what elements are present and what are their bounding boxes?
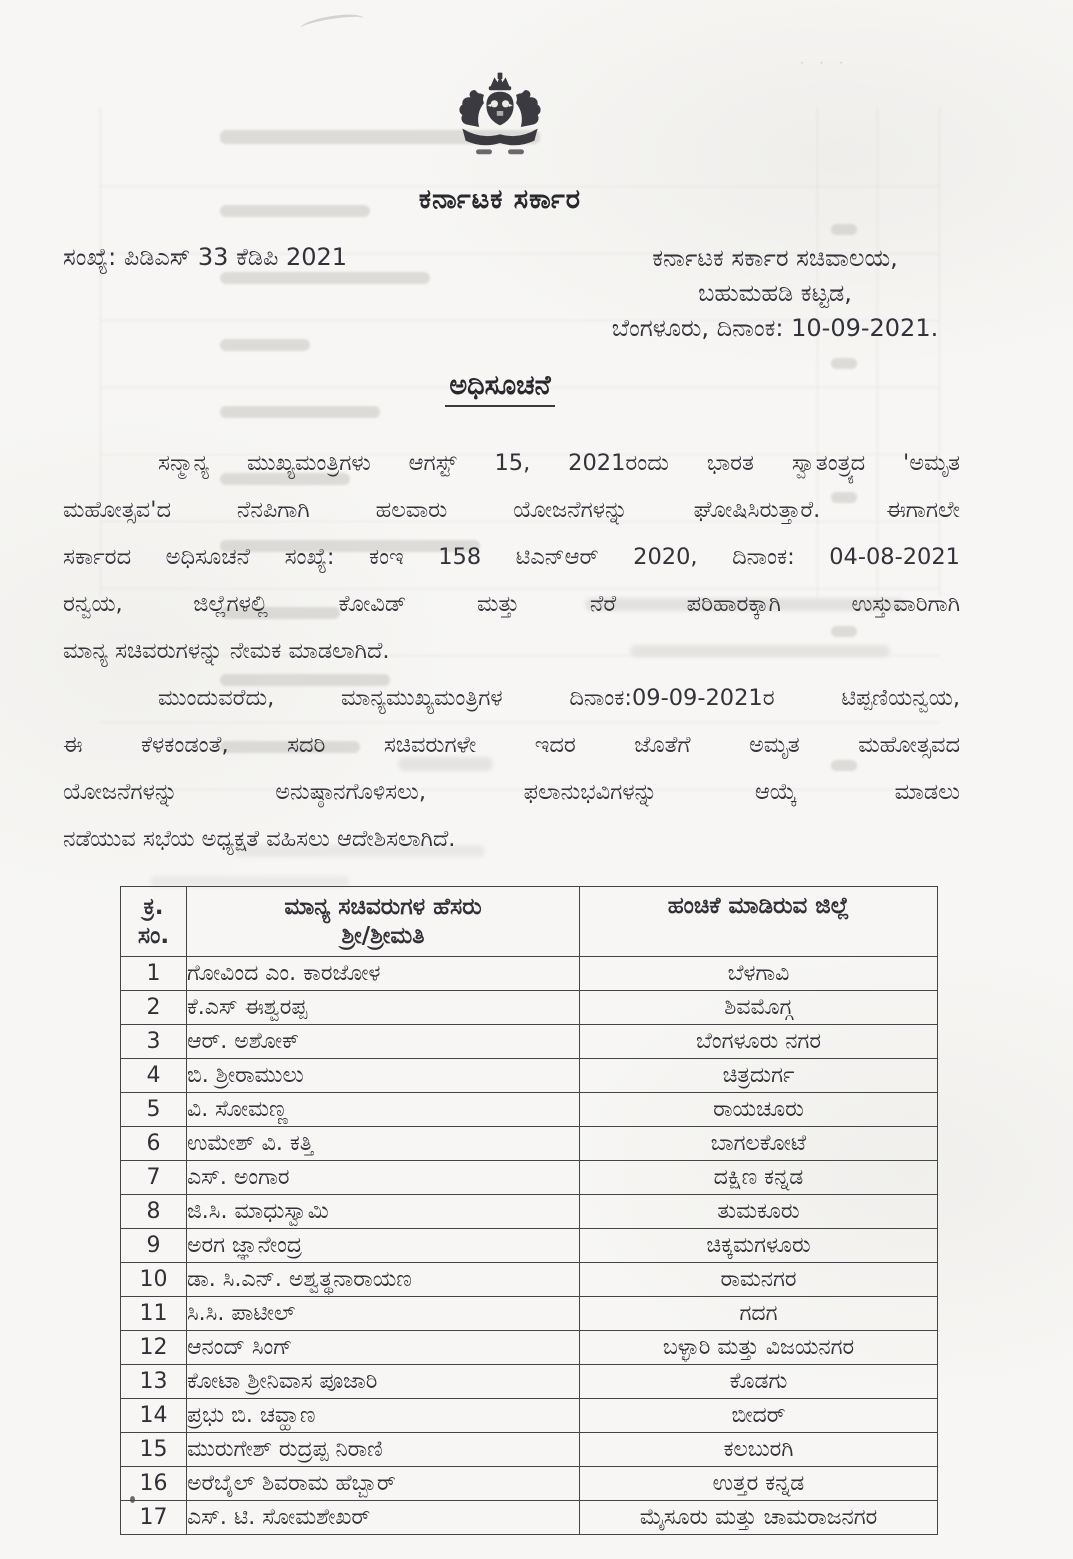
secretariat-address (560, 241, 990, 346)
minister-name: ಆರ್. ಅಶೋಕ್ (187, 1025, 580, 1059)
table-row (121, 1127, 938, 1161)
ministers-districts-table (120, 886, 938, 1535)
speckle-artifact: · · · (800, 56, 850, 70)
minister-name: ಆನಂದ್ ಸಿಂಗ್ (187, 1331, 580, 1365)
notification-body (63, 440, 960, 863)
row-number: 7 (121, 1161, 187, 1195)
row-number: 5 (121, 1093, 187, 1127)
table-row (121, 1501, 938, 1535)
minister-name: ಜಿ.ಸಿ. ಮಾಧುಸ್ವಾಮಿ (187, 1195, 580, 1229)
district-name: ದಕ್ಷಿಣ ಕನ್ನಡ (580, 1161, 938, 1195)
district-name: ಕೊಡಗು (580, 1365, 938, 1399)
district-name: ಮೈಸೂರು ಮತ್ತು ಚಾಮರಾಜನಗರ (580, 1501, 938, 1535)
table-header-row (121, 887, 938, 957)
row-number: 8 (121, 1195, 187, 1229)
table-row (121, 1025, 938, 1059)
table-row (121, 1229, 938, 1263)
minister-name: ಅರೆಬೈಲ್ ಶಿವರಾಮ ಹೆಬ್ಬಾರ್ (187, 1467, 580, 1501)
address-line: ಬಹುಮಹಡಿ ಕಟ್ಟಡ, (698, 279, 852, 307)
paragraph-line: ಮಹೋತ್ಸವ'ದ ನೆನಪಿಗಾಗಿ ಹಲವಾರು ಯೋಜನೆಗಳನ್ನು ಘೋಷಿಸಿರುತ್ತಾರೆ. ಈಗಾಗಲೇ (63, 497, 960, 523)
minister-name: ಕೆ.ಎಸ್ ಈಶ್ವರಪ್ಪ (187, 991, 580, 1025)
address-line: ಕರ್ನಾಟಕ ಸರ್ಕಾರ ಸಚಿವಾಲಯ, (652, 244, 898, 272)
row-number: 15 (121, 1433, 187, 1467)
district-name: ಕಲಬುರಗಿ (580, 1433, 938, 1467)
minister-name: ಸಿ.ಸಿ. ಪಾಟೀಲ್ (187, 1297, 580, 1331)
government-title: ಕರ್ನಾಟಕ ಸರ್ಕಾರ (418, 184, 582, 215)
table-row (121, 1263, 938, 1297)
paragraph-line: ಮಾನ್ಯ ಸಚಿವರುಗಳನ್ನು ನೇಮಕ ಮಾಡಲಾಗಿದೆ. (63, 638, 390, 664)
table-row (121, 1093, 938, 1127)
row-number: 12 (121, 1331, 187, 1365)
row-number: 10 (121, 1263, 187, 1297)
paragraph-line: ಸರ್ಕಾರದ ಅಧಿಸೂಚನೆ ಸಂಖ್ಯೆ: ಕಂಇ 158 ಟಿಎನ್ಆರ್ 2020, ದಿನಾಂಕ: 04-08-2021 (63, 544, 960, 570)
header-serial-no: ಕ್ರ. ಸಂ. (121, 887, 187, 957)
row-number: 3 (121, 1025, 187, 1059)
row-number: 4 (121, 1059, 187, 1093)
row-number: 17 (121, 1501, 187, 1535)
row-number: 16 (121, 1467, 187, 1501)
minister-name: ಕೋಟಾ ಶ್ರೀನಿವಾಸ ಪೂಜಾರಿ (187, 1365, 580, 1399)
row-number: 1 (121, 957, 187, 991)
district-name: ಶಿವಮೊಗ್ಗ (580, 991, 938, 1025)
row-number: 13 (121, 1365, 187, 1399)
district-name: ಬೀದರ್ (580, 1399, 938, 1433)
minister-name: ಎಸ್. ಅಂಗಾರ (187, 1161, 580, 1195)
table-row (121, 1399, 938, 1433)
paragraph-line: ಸನ್ಮಾನ್ಯ ಮುಖ್ಯಮಂತ್ರಿಗಳು ಆಗಸ್ಟ್ 15, 2021ರಂದು ಭಾರತ ಸ್ವಾತಂತ್ರ್ಯದ 'ಅಮೃತ (158, 450, 960, 476)
row-number: 6 (121, 1127, 187, 1161)
minister-name: ವಿ. ಸೋಮಣ್ಣ (187, 1093, 580, 1127)
ministers-table-body (121, 957, 938, 1535)
minister-name: ಗೋವಿಂದ ಎಂ. ಕಾರಜೋಳ (187, 957, 580, 991)
paragraph-line: ಯೋಜನೆಗಳನ್ನು ಅನುಷ್ಠಾನಗೊಳಿಸಲು, ಫಲಾನುಭವಿಗಳನ್ನು ಆಯ್ಕೆ ಮಾಡಲು (63, 779, 960, 805)
table-row (121, 1297, 938, 1331)
table-row (121, 1467, 938, 1501)
notification-heading: ಅಧಿಸೂಚನೆ (63, 370, 937, 407)
minister-name: ಪ್ರಭು ಬಿ. ಚವ್ಹಾಣ (187, 1399, 580, 1433)
minister-name: ಮುರುಗೇಶ್ ರುದ್ರಪ್ಪ ನಿರಾಣಿ (187, 1433, 580, 1467)
paragraph-line: ರನ್ವಯ, ಜಿಲ್ಲೆಗಳಲ್ಲಿ ಕೋವಿಡ್ ಮತ್ತು ನೆರೆ ಪರಿಹಾರಕ್ಕಾಗಿ ಉಸ್ತುವಾರಿಗಾಗಿ (63, 591, 960, 617)
reference-number: ಸಂಖ್ಯೆ: ಪಿಡಿಎಸ್ 33 ಕೆಡಿಪಿ 2021 (63, 243, 348, 271)
row-number: 9 (121, 1229, 187, 1263)
district-name: ಗದಗ (580, 1297, 938, 1331)
district-name: ಉತ್ತರ ಕನ್ನಡ (580, 1467, 938, 1501)
district-name: ರಾಮನಗರ (580, 1263, 938, 1297)
district-name: ಚಿತ್ರದುರ್ಗ (580, 1059, 938, 1093)
row-number: 14 (121, 1399, 187, 1433)
table-row (121, 1059, 938, 1093)
address-line: ಬೆಂಗಳೂರು, ದಿನಾಂಕ: 10-09-2021. (611, 314, 939, 342)
district-name: ಬೆಂಗಳೂರು ನಗರ (580, 1025, 938, 1059)
paragraph-line: ನಡೆಯುವ ಸಭೆಯ ಅಧ್ಯಕ್ಷತೆ ವಹಿಸಲು ಆದೇಶಿಸಲಾಗಿದೆ. (63, 826, 456, 852)
header-minister-name: ಮಾನ್ಯ ಸಚಿವರುಗಳ ಹೆಸರು ಶ್ರೀ/ಶ್ರೀಮತಿ (187, 887, 580, 957)
district-name: ಬಳ್ಳಾರಿ ಮತ್ತು ವಿಜಯನಗರ (580, 1331, 938, 1365)
district-name: ಬಾಗಲಕೋಟೆ (580, 1127, 938, 1161)
table-row (121, 1331, 938, 1365)
row-number: 2 (121, 991, 187, 1025)
table-row (121, 1433, 938, 1467)
minister-name: ಬಿ. ಶ್ರೀರಾಮುಲು (187, 1059, 580, 1093)
row-number: 11 (121, 1297, 187, 1331)
table-row (121, 1161, 938, 1195)
table-row (121, 1365, 938, 1399)
table-row (121, 957, 938, 991)
minister-name: ಅರಗ ಜ್ಞಾನೇಂದ್ರ (187, 1229, 580, 1263)
district-name: ರಾಯಚೂರು (580, 1093, 938, 1127)
district-name: ಬೆಳಗಾವಿ (580, 957, 938, 991)
paragraph-line: ಈ ಕೆಳಕಂಡಂತೆ, ಸದರಿ ಸಚಿವರುಗಳೇ ಇದರ ಜೊತೆಗೆ ಅಮೃತ ಮಹೋತ್ಸವದ (63, 732, 960, 758)
district-name: ತುಮಕೂರು (580, 1195, 938, 1229)
table-row (121, 991, 938, 1025)
karnataka-government-emblem-icon (452, 70, 548, 168)
table-row (121, 1195, 938, 1229)
district-name: ಚಿಕ್ಕಮಗಳೂರು (580, 1229, 938, 1263)
header-district: ಹಂಚಿಕೆ ಮಾಡಿರುವ ಜಿಲ್ಲೆ (580, 887, 938, 957)
paragraph-line: ಮುಂದುವರೆದು, ಮಾನ್ಯಮುಖ್ಯಮಂತ್ರಿಗಳ ದಿನಾಂಕ:09-09-2021ರ ಟಿಪ್ಪಣಿಯನ್ವಯ, (158, 685, 960, 711)
minister-name: ಉಮೇಶ್ ವಿ. ಕತ್ತಿ (187, 1127, 580, 1161)
minister-name: ಡಾ. ಸಿ.ಎನ್. ಅಶ್ವತ್ಥನಾರಾಯಣ (187, 1263, 580, 1297)
minister-name: ಎಸ್. ಟಿ. ಸೋಮಶೇಖರ್ (187, 1501, 580, 1535)
